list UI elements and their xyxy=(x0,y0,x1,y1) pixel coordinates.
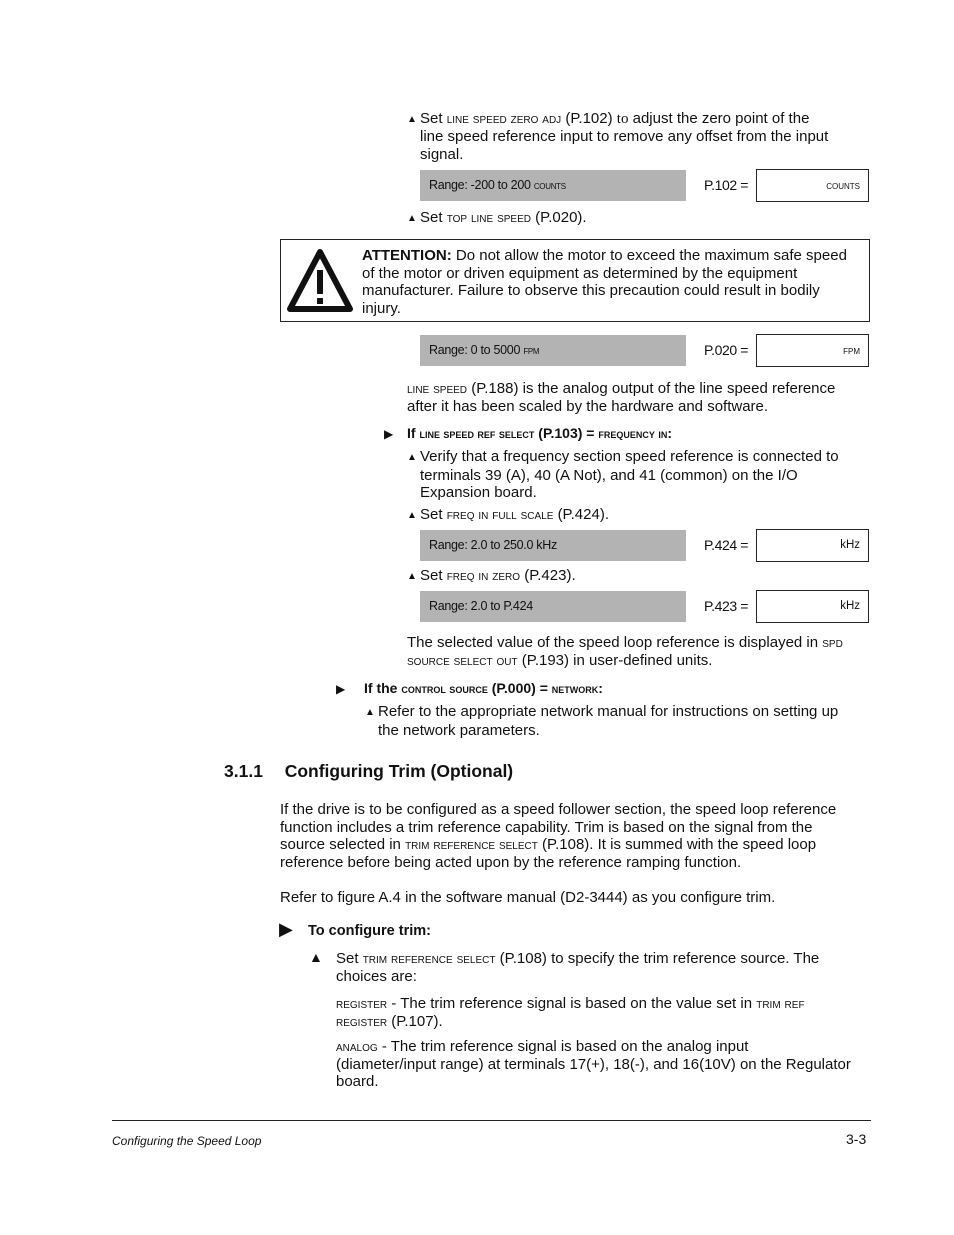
range-bar-p102: Range: -200 to 200 counts xyxy=(420,170,686,201)
register-option: register - The trim reference signal is based on the value set in trim ref register (P.107). xyxy=(336,995,805,1030)
triangle-up-icon: ▲ xyxy=(407,510,417,521)
range-bar-p423: Range: 2.0 to P.424 xyxy=(420,591,686,622)
value-box-p423[interactable]: kHz xyxy=(756,590,869,623)
bullet-top-line-speed: ▲ Set top line speed (P.020). xyxy=(407,209,587,226)
range-bar-p424: Range: 2.0 to 250.0 kHz xyxy=(420,530,686,561)
bullet-freq-in-full-scale: ▲ Set freq in full scale (P.424). xyxy=(407,506,609,523)
triangle-up-icon: ▲ xyxy=(309,949,323,965)
bullet-refer-network: ▲ Refer to the appropriate network manual for instructions on setting up the network parameters. xyxy=(365,703,839,739)
configure-trim-heading: To configure trim: xyxy=(308,923,431,939)
triangle-right-icon: ▶ xyxy=(279,919,293,939)
param-label-p423: P.423 = xyxy=(704,598,749,614)
triangle-up-icon: ▲ xyxy=(407,571,417,582)
refer-figure-paragraph: Refer to figure A.4 in the software manual (D2-3444) as you configure trim. xyxy=(280,889,776,906)
if-network-heading: If the control source (P.000) = network: xyxy=(364,680,603,696)
param-label-p424: P.424 = xyxy=(704,537,749,553)
param-label-p020: P.020 = xyxy=(704,342,749,358)
page-number: 3-3 xyxy=(846,1131,867,1147)
bullet-trim-reference-select: Set trim reference select (P.108) to specify the trim reference source. The choices are: xyxy=(336,950,820,985)
footer-rule xyxy=(112,1120,871,1121)
param-label-p102: P.102 = xyxy=(704,177,749,193)
triangle-up-icon: ▲ xyxy=(365,707,375,718)
triangle-up-icon: ▲ xyxy=(407,213,417,224)
bullet-line-2: line speed reference input to remove any offset from the input xyxy=(420,128,829,145)
trim-intro-paragraph: If the drive is to be configured as a speed follower section, the speed loop reference function includes a trim reference capability. Trim is based on the signal from the source selected in trim reference select (P.108). It is summed with the speed loop reference before being acted upon by the reference ramping function. xyxy=(280,801,837,871)
triangle-up-icon: ▲ xyxy=(407,114,417,125)
triangle-right-icon: ▶ xyxy=(336,682,346,696)
warning-icon xyxy=(286,248,354,314)
bullet-verify: ▲ Verify that a frequency section speed reference is connected to terminals 39 (A), 40 (A Not), and 41 (common) on the I/O Expansion board. xyxy=(407,448,839,501)
if-frequency-in-heading: If line speed ref select (P.103) = frequency in: xyxy=(407,425,672,441)
line-speed-paragraph: line speed (P.188) is the analog output of the line speed reference after it has been scaled by the hardware and software. xyxy=(407,380,836,415)
footer-title: Configuring the Speed Loop xyxy=(112,1134,262,1148)
value-box-p020[interactable]: fpm xyxy=(756,334,869,367)
triangle-up-icon: ▲ xyxy=(407,452,417,463)
attention-box xyxy=(280,239,870,322)
range-bar-p020: Range: 0 to 5000 fpm xyxy=(420,335,686,366)
analog-option: analog - The trim reference signal is based on the analog input (diameter/input range) at terminals 17(+), 18(-), and 16(10V) on the Regulator board. xyxy=(336,1038,851,1090)
triangle-right-icon: ▶ xyxy=(384,427,394,441)
section-heading: 3.1.1 Configuring Trim (Optional) xyxy=(224,761,514,781)
value-box-p424[interactable]: kHz xyxy=(756,529,869,562)
bullet-line-3: signal. xyxy=(420,146,464,163)
attention-text: ATTENTION: Do not allow the motor to exceed the maximum safe speed of the motor or driven equipment as determined by the equipment manufacturer. Failure to observe this precaution could result in bodily injury. xyxy=(362,247,847,317)
bullet-freq-in-zero: ▲ Set freq in zero (P.423). xyxy=(407,567,576,584)
value-box-p102[interactable]: counts xyxy=(756,169,869,202)
selected-value-paragraph: The selected value of the speed loop reference is displayed in spd source select out (P.193) in user-defined units. xyxy=(407,634,843,669)
bullet-line-speed-zero-adj: ▲ Set line speed zero adj (P.102) to adjust the zero point of the xyxy=(407,110,810,127)
